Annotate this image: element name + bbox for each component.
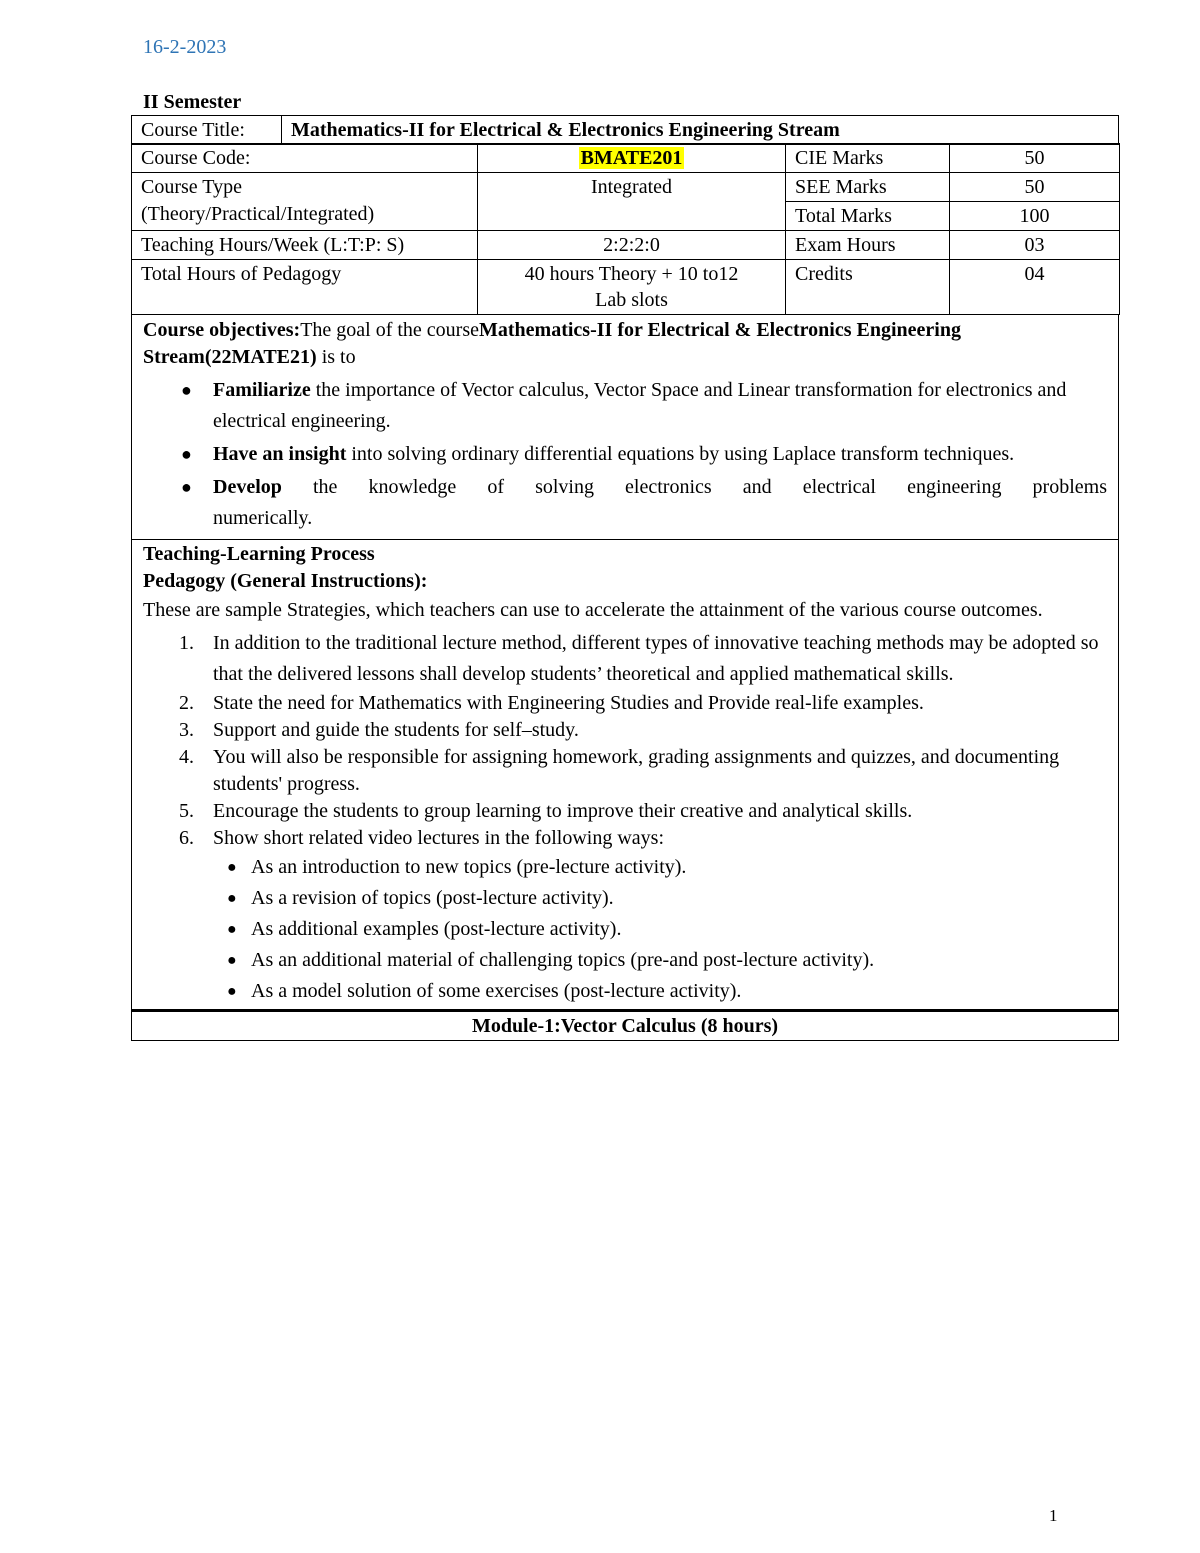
module-1-heading: Module-1:Vector Calculus (8 hours)	[131, 1010, 1119, 1041]
video-lecture-way: As a model solution of some exercises (post-lecture activity).	[251, 980, 742, 1003]
list-item	[143, 690, 1107, 717]
list-item	[143, 375, 1107, 437]
see-marks-label: SEE Marks	[786, 173, 950, 202]
video-lecture-way: As a revision of topics (post-lecture activity).	[251, 887, 614, 910]
course-title-label: Course Title:	[132, 116, 282, 145]
objective-keyword: Familiarize	[213, 379, 311, 402]
credits-label: Credits	[786, 260, 950, 315]
teaching-hours-label: Teaching Hours/Week (L:T:P: S)	[132, 231, 478, 260]
exam-hours-label: Exam Hours	[786, 231, 950, 260]
list-item	[143, 883, 1107, 914]
course-objectives-course-name: Mathematics-II for Electrical & Electronics Engineering Stream	[143, 319, 961, 369]
list-item	[143, 945, 1107, 976]
teaching-learning-section	[131, 540, 1119, 1010]
step-text: You will also be responsible for assigning homework, grading assignments and quizzes, and documenting students' progress.	[213, 746, 1060, 796]
list-item	[143, 798, 1107, 825]
teaching-learning-heading: Teaching-Learning Process	[143, 543, 375, 566]
pedagogy-hours-value	[478, 260, 786, 315]
page-number: 1	[1049, 1506, 1058, 1525]
video-lecture-way: As additional examples (post-lecture activity).	[251, 918, 622, 941]
pedagogy-hours-value-line1: 40 hours Theory + 10 to12	[524, 263, 739, 286]
bullet-icon: ●	[227, 859, 237, 877]
pedagogy-subheading: Pedagogy (General Instructions):	[143, 570, 428, 593]
course-objectives-section	[131, 315, 1119, 540]
step-number: 4.	[179, 746, 194, 769]
course-objectives-intro-text: The goal of the course	[300, 319, 480, 342]
course-details-table	[131, 143, 1120, 315]
bullet-icon: ●	[181, 444, 192, 465]
list-item	[143, 914, 1107, 945]
course-type-row	[132, 173, 1120, 202]
course-syllabus-sheet	[131, 115, 1119, 1041]
list-item	[143, 628, 1107, 690]
course-objectives-heading: Course objectives:	[143, 319, 301, 342]
list-item	[143, 825, 1107, 852]
course-code-row	[132, 144, 1120, 173]
course-title-value: Mathematics-II for Electrical & Electronics Engineering Stream	[282, 116, 1119, 145]
credits-value: 04	[950, 260, 1120, 315]
objective-text: the importance of Vector calculus, Vector Space and Linear transformation for electronics and electrical engineering.	[213, 379, 1067, 433]
course-code-value: BMATE201	[580, 147, 683, 170]
cie-marks-value: 50	[950, 144, 1120, 173]
step-text: State the need for Mathematics with Engineering Studies and Provide real-life examples.	[213, 692, 924, 715]
course-objectives-list	[143, 375, 1107, 534]
course-type-label-line1: Course Type	[141, 176, 242, 199]
list-item	[143, 717, 1107, 744]
course-objectives-intro-end: is to	[316, 346, 356, 369]
document-date: 16-2-2023	[143, 36, 227, 58]
step-number: 3.	[179, 719, 194, 742]
bullet-icon: ●	[227, 921, 237, 939]
total-marks-label: Total Marks	[786, 202, 950, 231]
pedagogy-hours-label: Total Hours of Pedagogy	[132, 260, 478, 315]
objective-text: into solving ordinary differential equations by using Laplace transform techniques.	[346, 443, 1015, 466]
step-number: 1.	[179, 632, 194, 655]
pedagogy-intro: These are sample Strategies, which teachers can use to accelerate the attainment of the various course outcomes.	[143, 599, 1043, 622]
bullet-icon: ●	[181, 477, 192, 498]
video-lecture-ways-list	[143, 852, 1107, 1007]
course-code-label: Course Code:	[132, 144, 478, 173]
pedagogy-steps-list	[143, 628, 1107, 852]
video-lecture-way: As an additional material of challenging topics (pre-and post-lecture activity).	[251, 949, 875, 972]
exam-hours-value: 03	[950, 231, 1120, 260]
see-marks-value: 50	[950, 173, 1120, 202]
semester-heading: II Semester	[143, 91, 242, 113]
cie-marks-label: CIE Marks	[786, 144, 950, 173]
objective-keyword: Develop	[213, 476, 282, 499]
course-type-label-line2: (Theory/Practical/Integrated)	[141, 203, 375, 226]
list-item	[143, 439, 1107, 470]
bullet-icon: ●	[227, 890, 237, 908]
step-text: Support and guide the students for self–study.	[213, 719, 579, 742]
step-text: Encourage the students to group learning to improve their creative and analytical skills.	[213, 800, 913, 823]
bullet-icon: ●	[227, 983, 237, 1001]
bullet-icon: ●	[227, 952, 237, 970]
step-text: Show short related video lectures in the following ways:	[213, 827, 665, 850]
pedagogy-hours-row	[132, 260, 1120, 315]
objective-keyword: Have an insight	[213, 443, 347, 466]
step-number: 2.	[179, 692, 194, 715]
teaching-hours-row	[132, 231, 1120, 260]
objective-text: the knowledge of solving electronics and electrical engineering problems numerically.	[213, 476, 1107, 530]
list-item	[143, 976, 1107, 1007]
step-number: 5.	[179, 800, 194, 823]
video-lecture-way: As an introduction to new topics (pre-lecture activity).	[251, 856, 687, 879]
course-objectives-course-code: (22MATE21)	[204, 346, 317, 369]
total-marks-value: 100	[950, 202, 1120, 231]
course-title-table	[131, 115, 1119, 145]
list-item	[143, 852, 1107, 883]
course-type-label	[132, 173, 478, 231]
teaching-hours-value: 2:2:2:0	[478, 231, 786, 260]
course-objectives-intro	[143, 317, 1107, 371]
step-number: 6.	[179, 827, 194, 850]
list-item	[143, 472, 1107, 534]
step-text: In addition to the traditional lecture method, different types of innovative teaching methods may be adopted so that the delivered lessons shall develop students’ theoretical and applied mathematical skills.	[213, 632, 1099, 686]
course-type-value: Integrated	[478, 173, 786, 231]
list-item	[143, 744, 1107, 798]
pedagogy-hours-value-line2: Lab slots	[595, 289, 668, 312]
course-code-cell	[478, 144, 786, 173]
bullet-icon: ●	[181, 380, 192, 401]
